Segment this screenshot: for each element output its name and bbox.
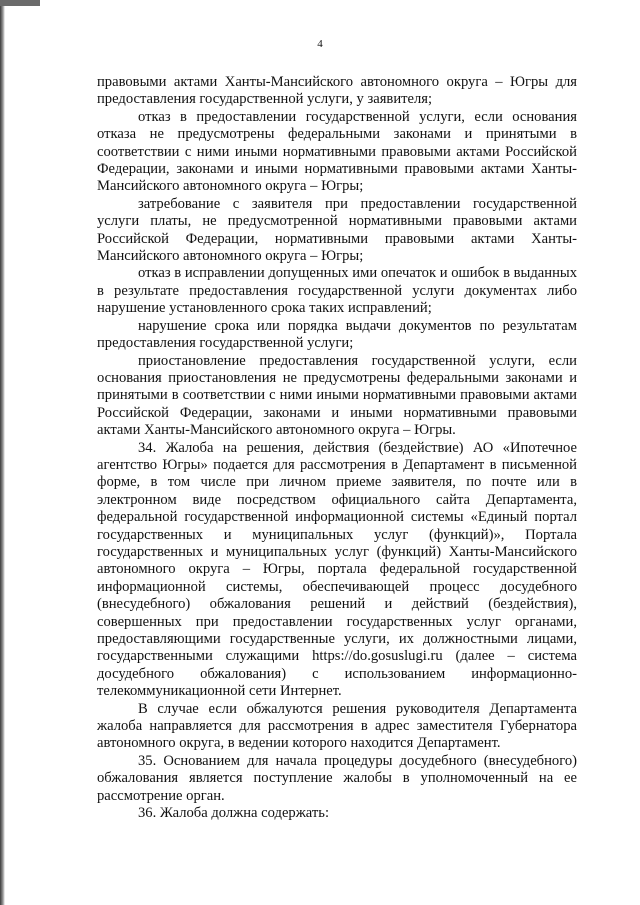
- scan-shadow-corner: [0, 0, 40, 6]
- paragraph: правовыми актами Ханты-Мансийского автономного округа – Югры для предоставления государственной услуги, у заявителя;: [97, 74, 577, 108]
- paragraph: В случае если обжалуются решения руководителя Департамента жалоба направляется для рассмотрения в адрес заместителя Губернатора автономного округа, в ведении которого находится Департамент.: [97, 700, 577, 752]
- paragraph: затребование с заявителя при предоставлении государственной услуги платы, не предусмотренной нормативными правовыми актами Российской Федерации, нормативными правовыми актами Ханты-Мансийского автономного округа – Югры;: [97, 195, 577, 265]
- paragraph: нарушение срока или порядка выдачи документов по результатам предоставления государственной услуги;: [97, 317, 577, 352]
- page-number: 4: [317, 38, 323, 50]
- paragraph: отказ в предоставлении государственной услуги, если основания отказа не предусмотрены федеральными законами и принятыми в соответствии с ними иными нормативными правовыми актами Российской Федерации, законами и иными нормативными правовыми актами Ханты-Мансийского автономного округа – Югры;: [97, 108, 577, 195]
- paragraph: приостановление предоставления государственной услуги, если основания приостановления не предусмотрены федеральными законами и принятыми в соответствии с ними иными нормативными правовыми актами Российской Федерации, законами и иными нормативными правовыми актами Ханты-Мансийского автономного округа – Югры.: [97, 352, 577, 439]
- paragraph-36: 36. Жалоба должна содержать:: [138, 805, 329, 822]
- paragraph-35: 35. Основанием для начала процедуры досудебного (внесудебного) обжалования является поступление жалобы в уполномоченный на ее рассмотрение орган.: [97, 752, 577, 804]
- paragraph-34: 34. Жалоба на решения, действия (бездействие) АО «Ипотечное агентство Югры» подается для рассмотрения в Департамент в письменной форме, в том числе при личном приеме заявителя, по почте или в электронном виде посредством официального сайта Департамента, федеральной государственной информационной системы «Единый портал государственных и муниципальных услуг (функций)», Портала государственных и муниципальных услуг (функций) Ханты-Мансийского автономного округа – Югры, портала федеральной государственной информационной системы, обеспечивающей процесс досудебного (внесудебного) обжалования решений и действий (бездействия), совершенных при предоставлении государственных услуг органами, предоставляющими государственные услуги, их должностными лицами, государственными служащими https://do.gosuslugi.ru (далее – система досудебного обжалования) с использованием информационно-телекоммуникационной сети Интернет.: [97, 439, 577, 700]
- document-body: [97, 74, 577, 822]
- scan-shadow-edge: [0, 0, 5, 905]
- paragraph: отказ в исправлении допущенных ими опечаток и ошибок в выданных в результате предоставления государственной услуги документах либо нарушение установленного срока таких исправлений;: [97, 265, 577, 317]
